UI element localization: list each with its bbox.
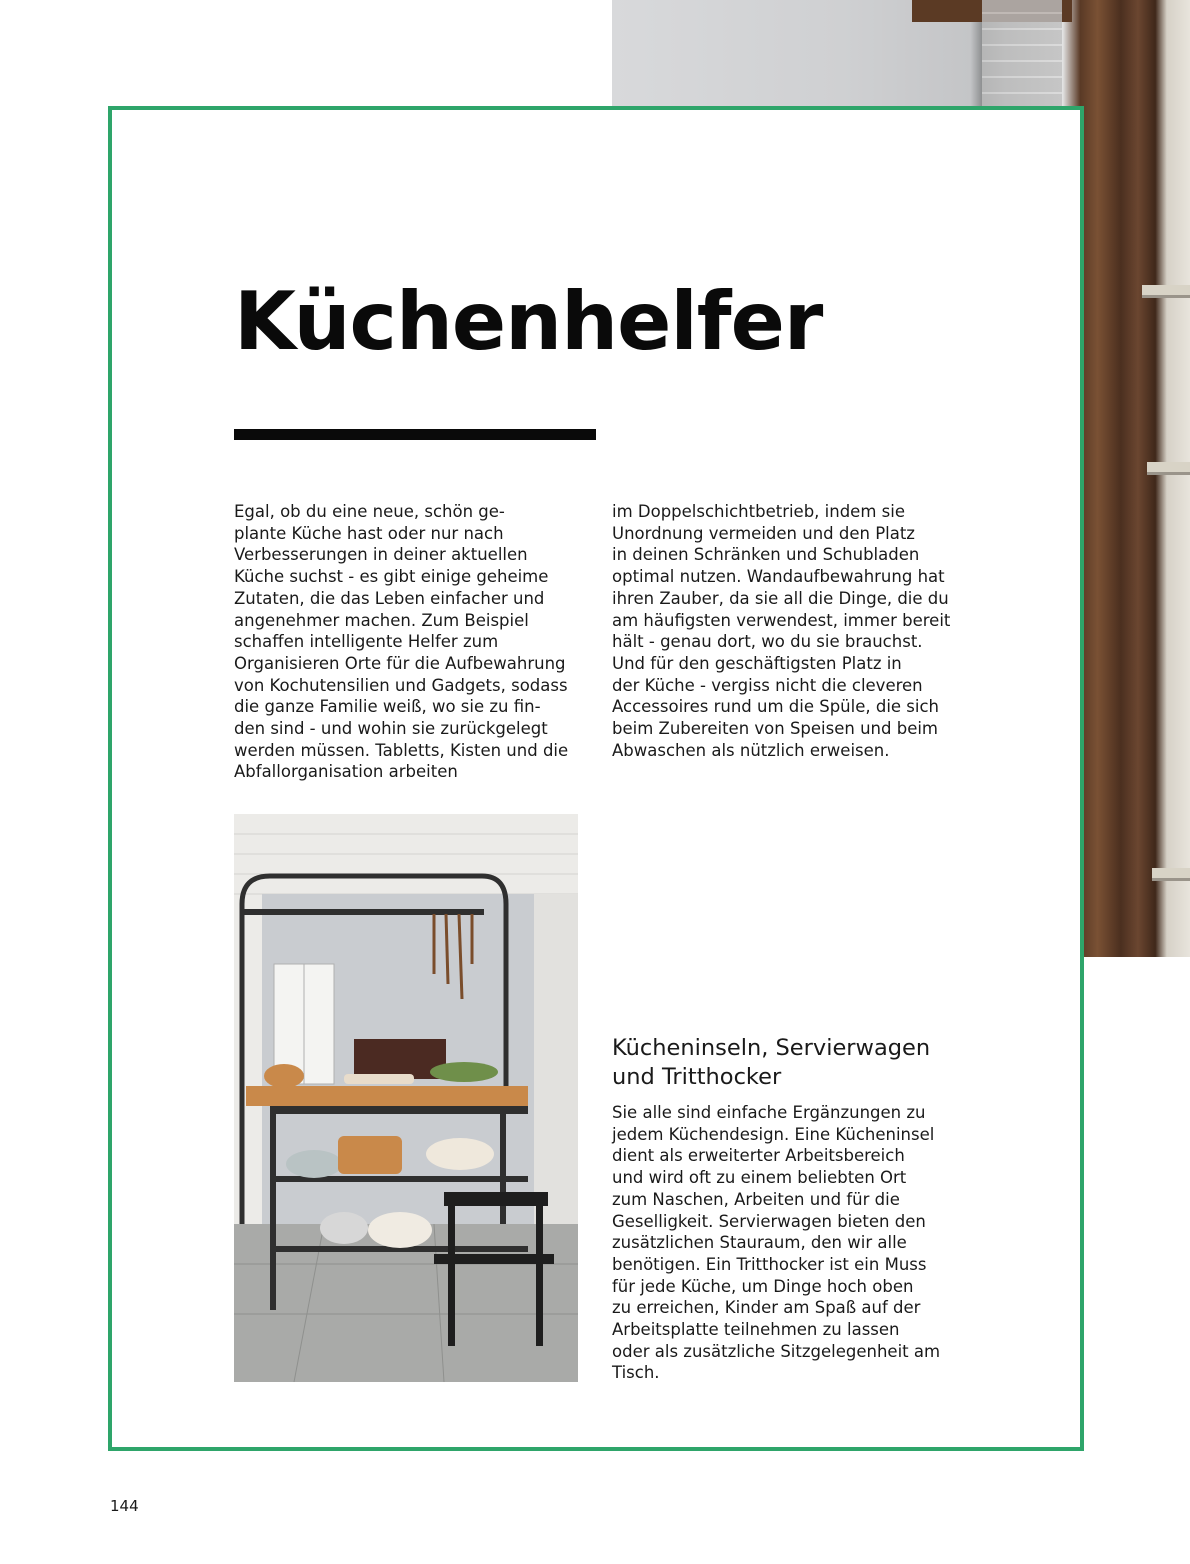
wall-shelf	[1152, 868, 1190, 881]
section-heading: Kücheninseln, Servierwagen und Tritthocker	[612, 1035, 931, 1090]
page-title: Küchenhelfer	[234, 275, 823, 368]
page-number: 144	[110, 1497, 139, 1515]
intro-text-right: im Doppelschichtbetrieb, indem sie Unordnung vermeiden und den Platz in deinen Schränken und Schubladen optimal nutzen. Wandaufbewahrung hat ihren Zauber, da sie all die Dinge, die du am häufigsten verwendest, immer bereit hält - genau dort, wo du sie brauchst. Und für den geschäftigsten Platz in der Küche - vergiss nicht die cleveren Accessoires rund um die Spüle, die sich beim Zubereiten von Speisen und beim Abwaschen als nützlich erweisen.	[612, 502, 951, 760]
wall-shelf	[1142, 285, 1190, 298]
title-underline	[234, 429, 596, 440]
intro-text-left: Egal, ob du eine neue, schön ge- plante Küche hast oder nur nach Verbesserungen in deiner aktuellen Küche suchst - es gibt einige geheime Zutaten, die das Leben einfacher und angenehmer machen. Zum Beispiel schaffen intelligente Helfer zum Organisieren Orte für die Aufbewahrung von Kochutensilien und Gadgets, sodass die ganze Familie weiß, wo sie zu fin- den sind - und wohin sie zurückgelegt werden müssen. Tabletts, Kisten und die Abfallorganisation arbeiten	[234, 502, 569, 782]
wall-shelf	[1147, 462, 1190, 475]
section-text: Sie alle sind einfache Ergänzungen zu jedem Küchendesign. Eine Kücheninsel dient als erweiterter Arbeitsbereich und wird oft zu einem beliebten Ort zum Naschen, Arbeiten und für die Geselligkeit. Servierwagen bieten den zusätzlichen Stauraum, den wir alle benötigen. Ein Tritthocker ist ein Muss für jede Küche, um Dinge hoch oben zu erreichen, Kinder am Spaß auf der Arbeitsplatte teilnehmen zu lassen oder als zusätzliche Sitzgelegenheit am Tisch.	[612, 1103, 941, 1383]
kitchen-island-photo	[234, 814, 578, 1382]
